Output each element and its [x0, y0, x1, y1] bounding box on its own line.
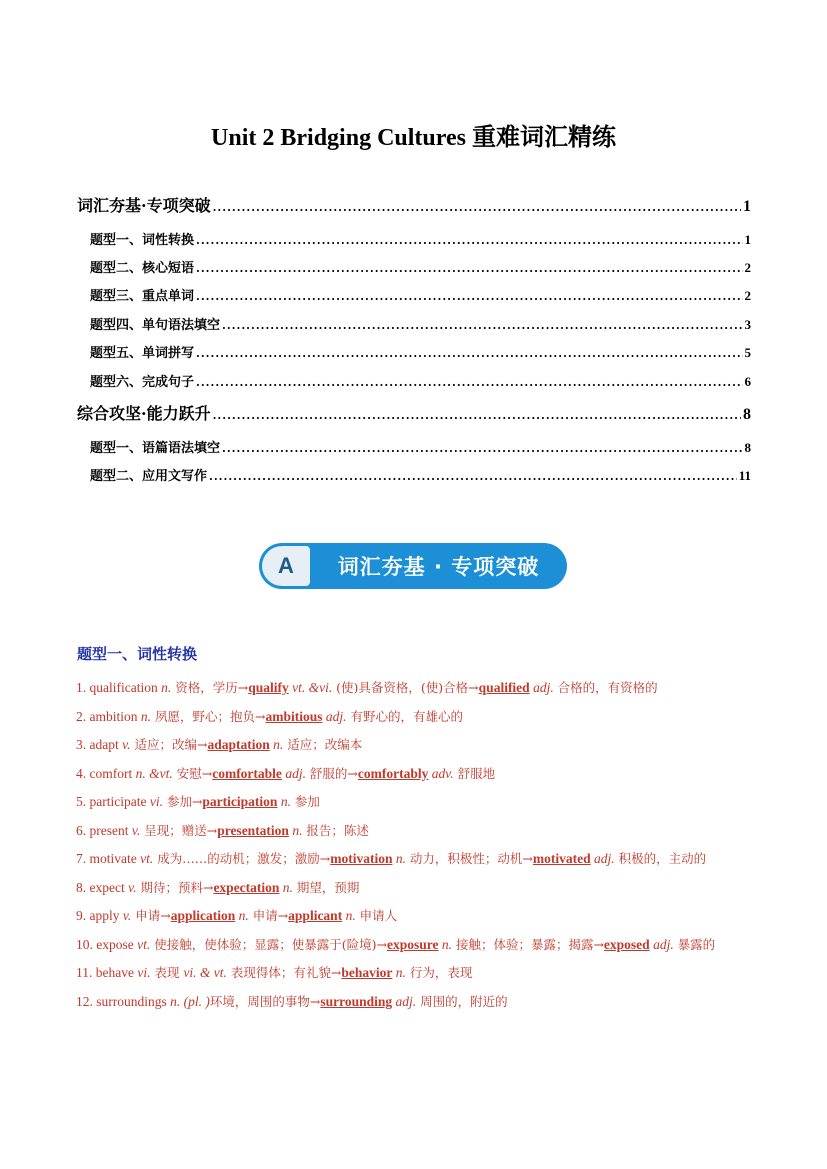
answer-word: qualify	[248, 680, 289, 695]
entry-text: 呈现；赠送→	[140, 822, 218, 838]
entry-text: 期望，预期	[292, 879, 360, 895]
entry-text: 报告；陈述	[302, 822, 369, 838]
part-of-speech: n.	[392, 965, 406, 980]
answer-word: exposed	[603, 936, 650, 952]
answer-word: motivation	[330, 851, 393, 866]
toc-entry-label: 题型二、应用文写作	[90, 469, 208, 484]
answer-word: application	[170, 908, 236, 923]
vocab-entry	[76, 959, 752, 988]
vocab-entry	[76, 902, 752, 931]
part-of-speech: n. (pl. )	[170, 993, 210, 1009]
toc-page-number: 2	[744, 288, 751, 303]
entry-text: 舒服地	[453, 765, 496, 781]
entry-text: 2. ambition	[76, 708, 141, 724]
part-of-speech: n.	[279, 879, 293, 895]
toc-page-number: 1	[743, 198, 751, 215]
part-of-speech: v.	[122, 737, 131, 752]
toc-leader-dots	[196, 262, 742, 275]
entry-text: 夙愿，野心；抱负→	[151, 708, 266, 724]
answer-word: exposure	[386, 936, 439, 952]
toc-leader-dots	[213, 409, 741, 422]
entry-text: 6. present	[76, 822, 132, 838]
answer-word: expectation	[213, 879, 280, 895]
part-of-speech: vt.	[140, 851, 154, 866]
part-of-speech: adv.	[428, 765, 454, 781]
entry-text: 5. participate	[76, 794, 150, 809]
toc-entry[interactable]	[77, 465, 751, 484]
vocab-entry	[76, 703, 752, 732]
answer-word: qualified	[478, 680, 530, 695]
section-title: 题型一、词性转换	[77, 645, 198, 663]
part-of-speech: vt.	[137, 936, 151, 952]
part-of-speech: n.	[438, 936, 452, 952]
part-of-speech: n.	[235, 908, 249, 923]
entry-text: 申请人	[355, 908, 398, 923]
entry-text: 环境，周围的事物→	[209, 993, 321, 1009]
entry-text: 4. comfort	[76, 765, 136, 781]
vocab-entry	[76, 760, 752, 789]
part-of-speech: vi.	[137, 965, 151, 980]
vocab-entry	[76, 931, 752, 960]
part-of-speech: n. &vt.	[135, 765, 173, 781]
toc-page-number: 6	[744, 374, 751, 389]
banner-badge: A	[262, 546, 310, 586]
vocab-entry	[76, 674, 752, 703]
part-of-speech: adj.	[281, 765, 306, 781]
entry-text: 7. motivate	[76, 851, 141, 866]
toc-entry-label: 题型六、完成句子	[90, 375, 195, 390]
entry-text: 适应；改编本	[283, 737, 363, 752]
entry-text: 10. expose	[76, 936, 138, 952]
entry-text: 表现得体；有礼貌→	[226, 965, 342, 980]
answer-word: presentation	[217, 822, 289, 838]
entry-text: 申请→	[248, 908, 289, 923]
vocab-entry	[76, 845, 752, 874]
toc-entry-label: 题型四、单句语法填空	[90, 318, 221, 333]
toc-page-number: 2	[744, 260, 751, 275]
entry-text: 暴露的	[673, 936, 716, 952]
answer-word: surrounding	[320, 993, 393, 1009]
entry-text: 11. behave	[76, 965, 138, 980]
toc-entry[interactable]	[77, 371, 751, 390]
toc-entry[interactable]	[77, 285, 751, 304]
entry-text: 成为……的动机；激发；激励→	[153, 851, 331, 866]
part-of-speech: n.	[392, 851, 406, 866]
entry-text: 合格的，有资格的	[553, 680, 658, 695]
part-of-speech: adj.	[529, 680, 554, 695]
answer-word: participation	[202, 794, 278, 809]
entry-list	[76, 674, 752, 1016]
toc-entry[interactable]	[77, 401, 751, 424]
toc-page-number: 8	[744, 440, 751, 455]
answer-word: motivated	[532, 851, 591, 866]
vocab-entry	[76, 788, 752, 817]
toc-entry-label: 题型二、核心短语	[90, 261, 195, 276]
toc-leader-dots	[209, 470, 737, 483]
toc-entry[interactable]	[77, 437, 751, 456]
entry-text: 行为，表现	[405, 965, 473, 980]
answer-word: behavior	[341, 965, 393, 980]
toc-leader-dots	[213, 201, 741, 214]
toc-page-number: 8	[743, 406, 751, 423]
answer-word: adaptation	[207, 737, 270, 752]
vocab-entry	[76, 817, 752, 846]
entry-text: 3. adapt	[76, 737, 123, 752]
part-of-speech: n.	[288, 822, 303, 838]
entry-text: 参加	[290, 794, 320, 809]
entry-text: 积极的，主动的	[614, 851, 707, 866]
section-banner	[259, 543, 567, 589]
vocab-entry	[76, 874, 752, 903]
answer-word: applicant	[288, 908, 343, 923]
answer-word: comfortable	[212, 765, 282, 781]
entry-text: 申请→	[131, 908, 171, 923]
toc-entry[interactable]	[77, 257, 751, 276]
toc-page-number: 11	[738, 468, 751, 483]
toc-entry-label: 题型一、词性转换	[90, 233, 195, 248]
part-of-speech: v.	[131, 822, 141, 838]
vocab-entry	[76, 731, 752, 760]
entry-text: 12. surroundings	[76, 993, 171, 1009]
toc-page-number: 5	[744, 345, 751, 360]
entry-text: 期待；预料→	[136, 879, 214, 895]
banner-text: 词汇夯基 · 专项突破	[337, 555, 540, 579]
part-of-speech: adj.	[392, 993, 417, 1009]
toc-entry-label: 题型一、语篇语法填空	[90, 441, 221, 456]
part-of-speech: adj.	[590, 851, 615, 866]
part-of-speech: n.	[269, 737, 284, 752]
entry-text: 资格，学历→	[171, 680, 249, 695]
entry-text: 使接触，使体验；显露；使暴露于(险境)→	[150, 936, 387, 952]
answer-word: comfortably	[357, 765, 429, 781]
part-of-speech: vi. & vt.	[183, 965, 227, 980]
part-of-speech: adj.	[649, 936, 674, 952]
entry-text: 安慰→	[172, 765, 213, 781]
part-of-speech: vi.	[149, 794, 163, 809]
part-of-speech: v.	[128, 879, 137, 895]
entry-text: 表现	[150, 965, 184, 980]
toc-entry[interactable]	[77, 193, 751, 216]
toc-leader-dots	[222, 319, 742, 332]
toc-entry-label: 题型五、单词拼写	[90, 346, 195, 361]
entry-text: 动力，积极性；动机→	[405, 851, 533, 866]
page-title: Unit 2 Bridging Cultures 重难词汇精练	[211, 125, 616, 151]
toc-leader-dots	[222, 442, 742, 455]
entry-text: 周围的，附近的	[416, 993, 508, 1009]
part-of-speech: v.	[122, 908, 132, 923]
entry-text: 适应；改编→	[130, 737, 208, 752]
toc-entry-label: 词汇夯基·专项突破	[77, 196, 211, 215]
vocab-entry	[76, 988, 752, 1017]
toc-leader-dots	[196, 290, 742, 303]
toc-entry[interactable]	[77, 229, 751, 248]
toc-entry-label: 题型三、重点单词	[90, 289, 195, 304]
part-of-speech: n.	[342, 908, 356, 923]
part-of-speech: vt. &vi.	[288, 680, 333, 695]
entry-text: 有野心的，有雄心的	[346, 708, 463, 724]
entry-text: 1. qualification	[76, 680, 162, 695]
entry-text: 接触；体验；暴露；揭露→	[451, 936, 604, 952]
part-of-speech: n.	[161, 680, 172, 695]
answer-word: ambitious	[265, 708, 323, 724]
toc-entry-label: 综合攻坚·能力跃升	[77, 404, 211, 423]
part-of-speech: adj.	[322, 708, 347, 724]
entry-text: 9. apply	[76, 908, 123, 923]
toc-leader-dots	[196, 234, 742, 247]
toc-leader-dots	[196, 347, 742, 360]
part-of-speech: n.	[140, 708, 151, 724]
entry-text: (使)具备资格，(使)合格→	[332, 680, 479, 695]
entry-text: 参加→	[162, 794, 203, 809]
toc-leader-dots	[196, 376, 742, 389]
toc-page-number: 1	[744, 232, 751, 247]
toc-entry[interactable]	[77, 314, 751, 333]
entry-text: 舒服的→	[305, 765, 358, 781]
toc-entry[interactable]	[77, 342, 751, 361]
toc-page-number: 3	[744, 317, 751, 332]
part-of-speech: n.	[277, 794, 291, 809]
entry-text: 8. expect	[76, 879, 129, 895]
